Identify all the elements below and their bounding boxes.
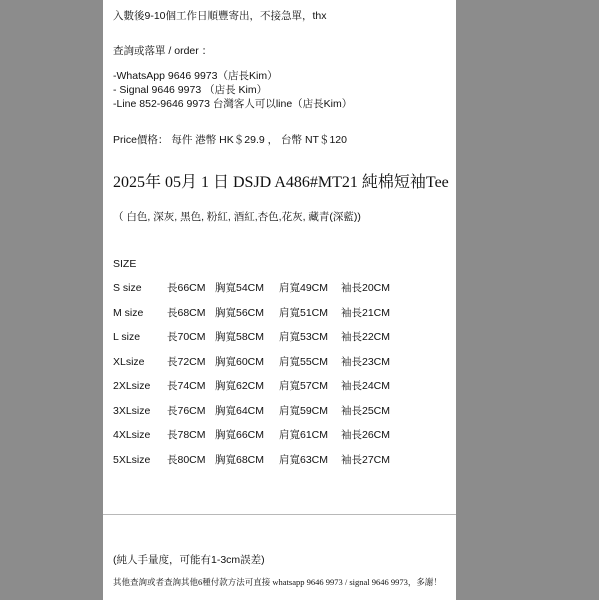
size-heading: SIZE (113, 258, 137, 270)
length-value: 長78CM (167, 429, 206, 441)
section-divider (103, 514, 456, 515)
contact-note: 其他查詢或者查詢其他6種付款方法可直接 whatsapp 9646 9973 / signal 9646 9973，多謝！ (113, 577, 442, 587)
product-page (103, 0, 456, 600)
contact-line: -Line 852-9646 9973 台灣客人可以line（店長Kim） (113, 98, 353, 110)
shoulder-value: 肩寬57CM (279, 380, 329, 392)
sleeve-value: 袖長27CM (341, 453, 391, 466)
sleeve-value: 袖長26CM (341, 429, 391, 441)
contact-whatsapp: -WhatsApp 9646 9973（店長Kim） (113, 70, 278, 82)
size-label: M size (113, 306, 144, 319)
chest-value: 胸寬60CM (215, 355, 265, 368)
shoulder-value: 肩寬61CM (279, 429, 329, 441)
length-value: 長74CM (167, 380, 206, 392)
length-value: 長70CM (167, 331, 206, 343)
sleeve-value: 袖長21CM (341, 306, 391, 319)
size-label: 2XLsize (113, 380, 151, 392)
measure-note: (純人手量度，可能有1-3cm誤差) (113, 554, 265, 566)
color-options: （ 白色, 深灰, 黑色, 粉紅, 酒紅,杏色,花灰, 藏青(深藍)) (113, 211, 361, 223)
shoulder-value: 肩寬53CM (279, 331, 329, 343)
length-value: 長76CM (167, 404, 206, 417)
shoulder-value: 肩寬51CM (279, 306, 329, 319)
order-heading: 查詢或落單 / order ： (113, 45, 213, 57)
chest-value: 胸寬64CM (215, 404, 265, 417)
size-label: 3XLsize (113, 404, 151, 417)
sleeve-value: 袖長23CM (341, 355, 391, 368)
price-line: Price價格： 每件 港幣 HK＄29.9 ， 台幣 NT＄120 (113, 134, 347, 146)
sleeve-value: 袖長24CM (341, 380, 391, 392)
chest-value: 胸寬66CM (215, 429, 265, 441)
length-value: 長66CM (167, 282, 206, 294)
shoulder-value: 肩寬63CM (279, 453, 329, 466)
size-label: L size (113, 331, 141, 343)
chest-value: 胸寬54CM (215, 282, 265, 294)
size-label: S size (113, 282, 142, 294)
shoulder-value: 肩寬49CM (279, 282, 329, 294)
chest-value: 胸寬62CM (215, 380, 265, 392)
size-label: XLsize (113, 355, 145, 368)
size-label: 4XLsize (113, 429, 151, 441)
length-value: 長68CM (167, 306, 206, 319)
sleeve-value: 袖長25CM (341, 404, 391, 417)
chest-value: 胸寬68CM (215, 453, 265, 466)
size-label: 5XLsize (113, 453, 151, 466)
shoulder-value: 肩寬55CM (279, 355, 329, 368)
length-value: 長72CM (167, 355, 206, 368)
shoulder-value: 肩寬59CM (279, 404, 329, 417)
chest-value: 胸寬58CM (215, 331, 265, 343)
product-title: 2025年 05月 1 日 DSJD A486#MT21 純棉短袖Tee (113, 174, 449, 191)
contact-signal: - Signal 9646 9973 （店長 Kim） (113, 84, 268, 96)
sleeve-value: 袖長22CM (341, 331, 391, 343)
length-value: 長80CM (167, 453, 206, 466)
chest-value: 胸寬56CM (215, 306, 265, 319)
shipping-note: 入數後9-10個工作日順豐寄出，不接急單，thx (113, 10, 327, 22)
sleeve-value: 袖長20CM (341, 282, 391, 294)
